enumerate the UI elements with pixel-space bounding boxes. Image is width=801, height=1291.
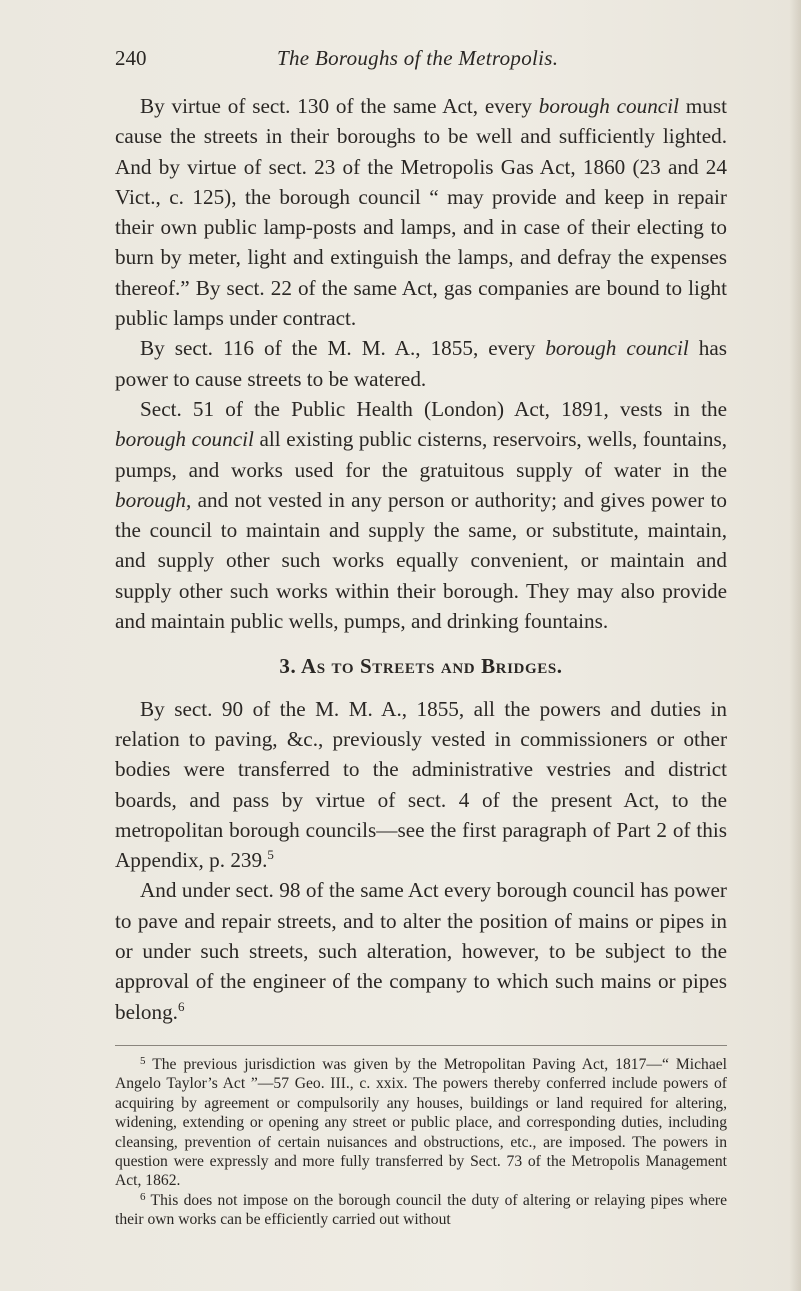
- footnote-text: The previous jurisdiction was given by the Metropolitan Paving Act, 1817—“ Michael Angelo Taylor’s Act ”—57 Geo. III., c. xxix. The powers thereby conferred include powers of acquiring by agreement or compulsorily any houses, buildings or land required for altering, widening, extending or opening any street or public place, and corresponding duties, including cleansing, prevention of certain nuisances and obstructions, etc., are imposed. The powers in question were expressly and more fully transferred by Sect. 73 of the Metropolis Management Act, 1862.: [115, 1056, 727, 1190]
- text-run: By virtue of sect. 130 of the same Act, every: [140, 94, 539, 118]
- text-run: and not vested in any person or authority; and gives power to the council to maintain and supply the same, or substitute, maintain, and supply other such works equally convenient, or maintain and supply other such works within their borough. They may also provide and maintain public wells, pumps, and drinking fountains.: [115, 487, 727, 634]
- paragraph-watering: [115, 333, 727, 394]
- footnote-5: [115, 1055, 727, 1191]
- text-run: And under sect. 98 of the same Act every borough council has power to pave and repair streets, and to alter the position of mains or pipes in or under such streets, such alteration, however, to be subject to the approval of the engineer of the company to which such mains or pipes belong.: [115, 878, 727, 1024]
- footnote-ref-6[interactable]: 6: [177, 998, 185, 1014]
- footnotes: [115, 1055, 727, 1230]
- text-run: Sect. 51 of the Public Health (London) Act, 1891, vests in the: [140, 396, 727, 421]
- italic-term: borough council: [538, 94, 679, 118]
- paragraph-water-supply: [115, 394, 727, 636]
- footnote-ref-5[interactable]: 5: [267, 847, 274, 863]
- footnote-marker: 6: [140, 1190, 146, 1203]
- footnote-6: [115, 1191, 727, 1230]
- text-run: By sect. 116 of the M. M. A., 1855, every: [140, 336, 546, 361]
- text-run: has power to cause streets to be watered.: [115, 336, 727, 391]
- text-run: must cause the streets in their boroughs to be well and sufficiently lighted. And by virtue of sect. 23 of the Metropolis Gas Act, 1860 (23 and 24 Vict., c. 125), the borough council “ may provide and keep in repair their own public lamp-posts and lamps, and in case of their electing to burn by meter, light and extinguish the lamps, and defray the expenses thereof.” By sect. 22 of the same Act, gas companies are bound to light public lamps under contract.: [115, 94, 727, 331]
- italic-term: borough council: [545, 336, 689, 361]
- footnote-divider: [115, 1045, 727, 1046]
- running-title: The Boroughs of the Metropolis.: [277, 46, 559, 70]
- body-text: [115, 91, 727, 1027]
- paragraph-repair-streets: [115, 875, 727, 1026]
- section-heading: 3. As to Streets and Bridges.: [279, 654, 563, 679]
- page-edge-shadow: [789, 0, 801, 1291]
- italic-term: borough council: [115, 427, 254, 452]
- page-number: 240: [115, 46, 147, 70]
- italic-term: borough,: [115, 487, 192, 512]
- page-header: [115, 46, 725, 78]
- footnote-marker: 5: [140, 1055, 146, 1067]
- text-run: all existing public cisterns, reservoirs, wells, fountains, pumps, and works used for the gratuitous supply of water in the: [115, 427, 727, 482]
- paragraph-lighting: [115, 91, 727, 333]
- footnote-text: This does not impose on the borough council the duty of altering or relaying pipes where their own works can be efficiently carried out without: [115, 1191, 727, 1229]
- paragraph-paving: [115, 694, 727, 876]
- text-run: By sect. 90 of the M. M. A., 1855, all the powers and duties in relation to paving, &c., previously vested in commissioners or other bodies were transferred to the administrative vestries and district boards, and pass by virtue of sect. 4 of the present Act, to the metropolitan borough councils—see the first paragraph of Part 2 of this Appendix, p. 239.: [115, 696, 727, 873]
